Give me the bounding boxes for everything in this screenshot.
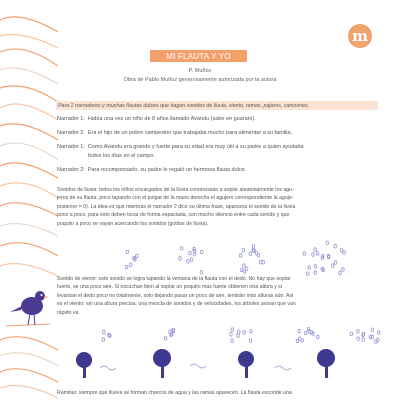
credit-line: Obra de Pablo Muñoz generosamente autorizada por la autora (123, 77, 277, 83)
rain-drop (201, 250, 204, 254)
rain-drop (257, 253, 260, 257)
narration-text: Como Avandu era grande y fuerte para su edad era muy útil a su padre a quien ayudaba (87, 144, 304, 150)
rain-drop (298, 329, 301, 333)
rain-drop (304, 331, 307, 335)
rain-drop (350, 332, 353, 336)
rain-drop (164, 337, 167, 341)
rain-drop (129, 263, 132, 267)
intro-note: Para 2 narradores y muchas flautas dulces que hagan sonidos de lluvia, viento, ramas, pájaros, canciones. (56, 101, 378, 110)
rain-drop (190, 258, 193, 262)
rain-drop (126, 250, 129, 254)
rain-drop (377, 331, 380, 335)
paragraph-line: poquito a poco se vayan acercando los sonidos (gotitas de lluvia). (57, 220, 209, 227)
narration-text: Era el hijo de un pobre campesino que trabajaba mucho para alimentar a su familia. (87, 130, 293, 136)
rain-drop (200, 270, 203, 274)
rain-drop (357, 337, 360, 341)
rain-drop (312, 253, 315, 257)
rain-drop (189, 251, 192, 255)
rain-drop (334, 261, 337, 265)
rain-drop (317, 335, 320, 339)
wind-drops-illustration (100, 325, 390, 347)
rain-drop (243, 264, 246, 268)
rain-drop (252, 245, 255, 249)
rain-drop (316, 252, 319, 256)
rain-drop (326, 241, 329, 245)
author-line: P. Muñoz (188, 68, 212, 74)
rain-drop (377, 338, 380, 342)
rain-drop (245, 267, 248, 271)
rain-drop (242, 249, 245, 253)
rain-drop (260, 260, 263, 264)
paragraph-line: fuerte, se una poco aire. Si escuchan bien al soplar un poquito más fuerte obtienen otra altura y si (57, 284, 282, 291)
paragraph-line: poco a poco, para esto deben tocar de forma espaciada, con mucho silencio entre cada sonido y que (57, 212, 290, 219)
rain-drop (237, 330, 240, 334)
rain-drop (371, 328, 374, 332)
rain-drops-illustration (120, 238, 390, 278)
rain-drop (231, 328, 234, 332)
speaker-label: Narrador 2: (57, 167, 85, 173)
rain-drop (249, 339, 252, 343)
rain-drop (301, 339, 304, 343)
speaker-label: Narrador 1: (57, 116, 85, 122)
rain-drop (243, 331, 246, 335)
paragraph-line: jeros de su flauta, poco tapando con el pulgar de la mano derecha el agujero correspondiente la aguje- (57, 195, 294, 202)
narration-text: Para recompensarlo, su padre le regaló un hermosa flauta dulce. (87, 167, 247, 173)
rain-drop (332, 264, 335, 268)
wind-sounds-paragraph (57, 275, 379, 317)
rain-drop (172, 329, 175, 333)
rain-drop (314, 265, 317, 269)
rain-drop (308, 266, 311, 270)
rain-drop (179, 257, 182, 261)
rain-drop (103, 330, 106, 334)
rain-drop (239, 254, 242, 258)
narration-continuation: todos los días en el campo. (88, 153, 155, 159)
rain-drop (340, 249, 343, 253)
rain-drop (371, 335, 374, 339)
rain-drop (334, 244, 337, 248)
bird-illustration (6, 286, 50, 328)
paragraph-line: es el viento: sin una altura precisa, una mezcla de sonidos y de velocidades, los árboles avisan que van (57, 301, 296, 308)
decorative-wavy-lines (0, 0, 58, 400)
paragraph-line: levantan el dedo poco no totalmente, solo dejando pasar un poco de aire, tendrán más alturas aún. Así (57, 292, 294, 299)
paragraph-line: rápido va. (57, 309, 80, 316)
rain-drop (230, 333, 233, 337)
rain-drop (249, 252, 252, 256)
rain-drop (357, 330, 360, 334)
rain-sounds-paragraph (57, 186, 379, 228)
speaker-label: Narrador 1: (57, 144, 85, 150)
rain-drop (187, 260, 190, 264)
rain-drop (125, 265, 128, 269)
page-title: MI FLAUTA Y YO (150, 50, 247, 62)
rain-drop (170, 333, 173, 337)
branches-paragraph: Ramitas: siempre que llueve se forman charcos de agua y las ramas aparecen. La flauta esconde una (57, 390, 292, 396)
rain-drop (362, 338, 365, 342)
rain-drop (312, 332, 315, 336)
rain-drop (296, 339, 299, 343)
speaker-label: Narrador 2: (57, 130, 85, 136)
rain-drop (250, 330, 253, 334)
rain-drop (136, 254, 139, 258)
narration-line (57, 129, 292, 139)
paragraph-line: Sonido de viento: este sonido se logra tapando la ventana de la flauta con el dedo. No hay que soplar (57, 276, 291, 282)
narration-line (57, 115, 256, 125)
paragraph-line: posterior = 0). La idea es que mientras el narrador 2 dice su última frase, aparezca el sonido de la lluvia (57, 203, 296, 210)
narration-text: Había una vez un niño de 8 años llamado Avandu (sabe en guaraní). (87, 116, 256, 122)
rain-drop (231, 339, 234, 343)
trees-illustration (60, 348, 390, 378)
logo: m (348, 24, 372, 48)
rain-drop (102, 338, 105, 342)
rain-drop (303, 252, 306, 256)
rain-drop (240, 268, 243, 272)
narration-line (57, 166, 246, 176)
rain-drop (314, 248, 317, 252)
paragraph-line: Sonidos de lluvia: todos los niños encargados de la lluvia comenzarán a soplar aleatoriamente los agu- (57, 187, 294, 193)
rain-drop (342, 268, 345, 272)
rain-drop (237, 334, 240, 338)
rain-drop (180, 247, 183, 251)
rain-drop (314, 271, 317, 275)
